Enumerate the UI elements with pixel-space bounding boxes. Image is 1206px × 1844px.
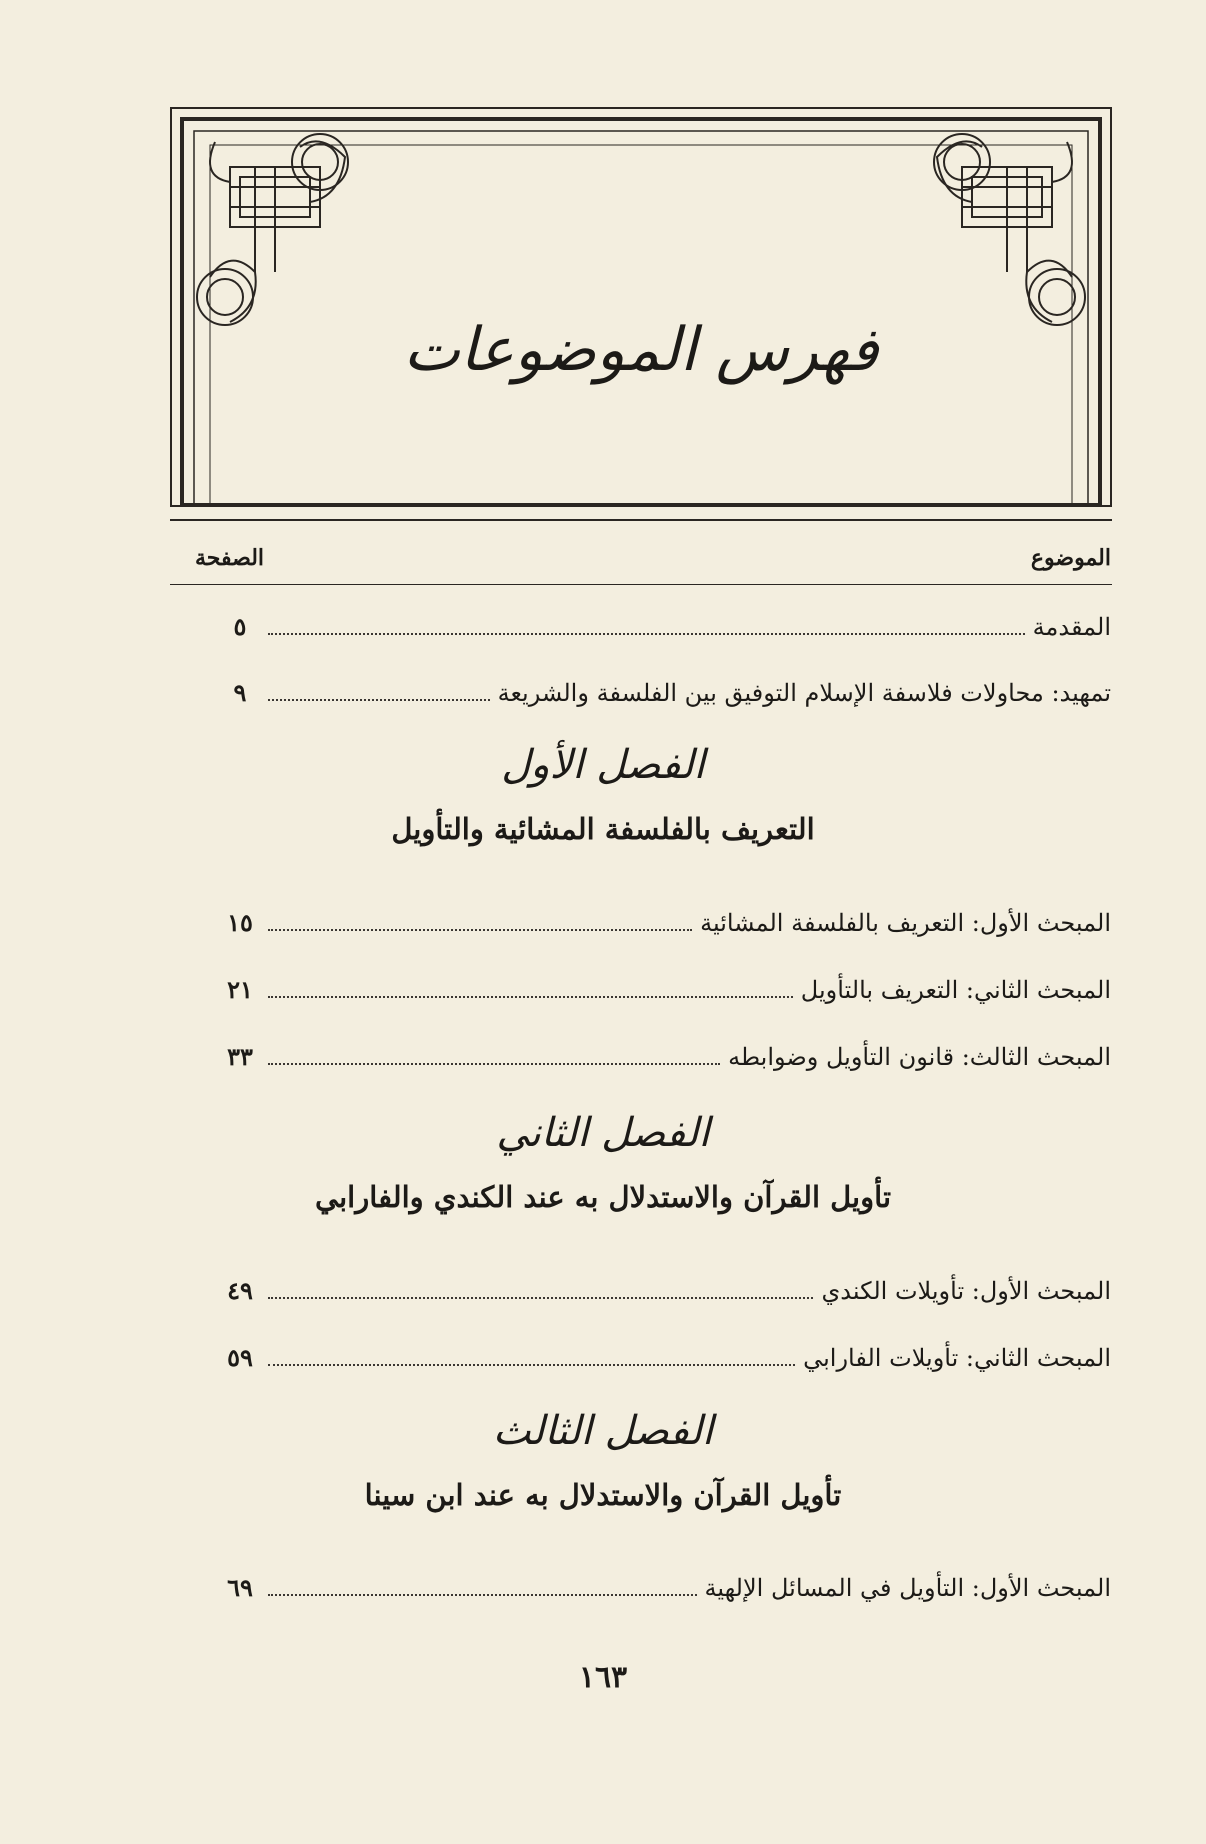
chapter-label: الفصل الثالث (492, 1408, 714, 1454)
toc-section-title: المبحث الأول: التأويل في المسائل الإلهية (704, 1574, 1111, 1602)
chapter-label: الفصل الثاني (496, 1110, 710, 1156)
leader-dots (268, 1045, 720, 1065)
leader-dots (268, 1346, 795, 1366)
toc-section[interactable] (220, 1573, 1111, 1613)
toc-section-title: المبحث الأول: تأويلات الكندي (821, 1277, 1111, 1305)
toc-section-page: ٣٣ (227, 1042, 253, 1071)
toc-section[interactable] (220, 975, 1111, 1015)
ornamental-frame (170, 107, 1112, 507)
leader-dots (268, 1279, 813, 1299)
toc-section-title: المبحث الثاني: التعريف بالتأويل (800, 976, 1111, 1004)
leader-dots (268, 911, 692, 931)
leader-dots (268, 615, 1025, 635)
toc-entry-introduction[interactable] (220, 612, 1111, 652)
corner-knot-right-icon (934, 134, 1085, 325)
toc-section[interactable] (220, 1343, 1111, 1383)
column-header-topic: الموضوع (1030, 545, 1111, 571)
chapter-title: تأويل القرآن والاستدلال به عند الكندي والفارابي (314, 1180, 892, 1214)
column-header-page: الصفحة (195, 545, 265, 571)
toc-section-title: المبحث الثاني: تأويلات الفارابي (803, 1344, 1111, 1372)
toc-entry-page: ٥ (233, 612, 247, 641)
toc-section-page: ٤٩ (227, 1276, 253, 1305)
toc-section[interactable] (220, 1042, 1111, 1082)
leader-dots (268, 681, 490, 701)
toc-entry-title: تمهيد: محاولات فلاسفة الإسلام التوفيق بين الفلسفة والشريعة (497, 679, 1111, 707)
divider (170, 519, 1112, 521)
toc-section-page: ٥٩ (227, 1343, 253, 1372)
toc-section-title: المبحث الأول: التعريف بالفلسفة المشائية (700, 909, 1111, 937)
leader-dots (268, 978, 793, 998)
toc-entry-page: ٩ (233, 678, 247, 707)
toc-section[interactable] (220, 908, 1111, 948)
divider (170, 584, 1112, 585)
corner-knot-left-icon (197, 134, 348, 325)
toc-entry-title: المقدمة (1032, 613, 1111, 641)
toc-section-page: ٦٩ (227, 1573, 253, 1602)
toc-section-page: ٢١ (227, 975, 253, 1004)
page-title: فهرس الموضوعات (403, 315, 879, 385)
page-number: ١٦٣ (578, 1660, 628, 1695)
toc-section[interactable] (220, 1276, 1111, 1316)
toc-section-title: المبحث الثالث: قانون التأويل وضوابطه (728, 1043, 1111, 1071)
toc-entry-preface[interactable] (220, 678, 1111, 718)
leader-dots (268, 1576, 697, 1596)
chapter-title: تأويل القرآن والاستدلال به عند ابن سينا (364, 1478, 842, 1512)
chapter-label: الفصل الأول (501, 742, 705, 788)
toc-section-page: ١٥ (227, 908, 253, 937)
chapter-title: التعريف بالفلسفة المشائية والتأويل (391, 812, 815, 846)
